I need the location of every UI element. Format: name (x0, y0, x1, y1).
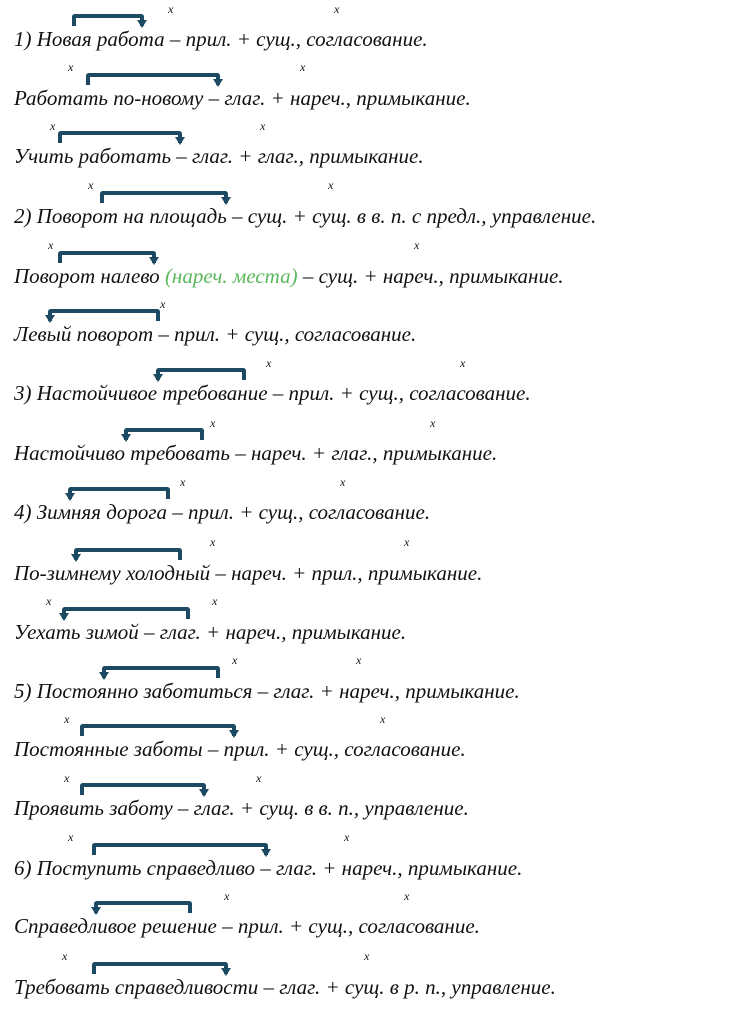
arrow-icon (102, 666, 220, 678)
head-marker: x (50, 119, 56, 133)
head-marker: x (232, 653, 238, 667)
head-marker: x (414, 238, 420, 252)
arrow-icon (48, 309, 160, 321)
arrow-icon (58, 131, 182, 143)
phrase-line: Учить работать – глаг. + глаг., примыкание. (14, 144, 424, 168)
head-marker: x (64, 712, 70, 726)
phrase-line: Уехать зимой – глаг. + нареч., примыкание. (14, 620, 407, 644)
phrase-line: Справедливое решение – прил. + сущ., согласование. (14, 914, 480, 938)
phrase-line: По-зимнему холодный – нареч. + прил., примыкание. (14, 561, 483, 585)
head-marker: x (328, 178, 334, 192)
arrow-icon (100, 191, 228, 203)
head-marker: x (48, 238, 54, 252)
phrase-line: Требовать справедливости – глаг. + сущ. в р. п., управление. (14, 975, 556, 999)
head-marker: x (210, 535, 216, 549)
phrase-line: 6) Поступить справедливо – глаг. + нареч., примыкание. (14, 856, 523, 880)
phrase-line: 4) Зимняя дорога – прил. + сущ., согласование. (14, 500, 431, 524)
phrase-line: 3) Настойчивое требование – прил. + сущ., согласование. (14, 381, 531, 405)
head-marker: x (210, 416, 216, 430)
head-marker: x (256, 771, 262, 785)
phrase-line: Проявить заботу – глаг. + сущ. в в. п., управление. (14, 796, 469, 820)
head-marker: x (62, 949, 68, 963)
arrow-icon (80, 724, 236, 736)
head-marker: x (88, 178, 94, 192)
arrow-icon (94, 901, 192, 913)
head-marker: x (344, 830, 350, 844)
head-marker: x (380, 712, 386, 726)
arrow-icon (92, 962, 228, 974)
head-marker: x (68, 830, 74, 844)
arrow-icon (62, 607, 190, 619)
arrow-icon (74, 548, 182, 560)
head-marker: x (404, 889, 410, 903)
phrase-line: Работать по-новому – глаг. + нареч., примыкание. (14, 86, 471, 110)
head-marker: x (68, 60, 74, 74)
arrow-icon (86, 73, 220, 85)
phrase-text: – сущ. + нареч., примыкание. (297, 264, 564, 288)
head-marker: x (212, 594, 218, 608)
green-note: (нареч. места) (164, 264, 298, 288)
head-marker: x (460, 356, 466, 370)
head-marker: x (334, 2, 340, 16)
phrase-line: 2) Поворот на площадь – сущ. + сущ. в в. п. с предл., управление. (14, 204, 597, 228)
phrase-line (14, 263, 564, 289)
arrow-icon (58, 251, 156, 263)
head-marker: x (404, 535, 410, 549)
phrase-line: Левый поворот – прил. + сущ., согласование. (14, 322, 417, 346)
phrase-line: Постоянные заботы – прил. + сущ., согласование. (14, 737, 466, 761)
arrow-icon (68, 487, 170, 499)
head-marker: x (356, 653, 362, 667)
head-marker: x (168, 2, 174, 16)
phrase-line: 5) Постоянно заботиться – глаг. + нареч., примыкание. (14, 679, 520, 703)
head-marker: x (46, 594, 52, 608)
head-marker: x (64, 771, 70, 785)
arrow-icon (92, 843, 268, 855)
phrase-line: 1) Новая работа – прил. + сущ., согласование. (14, 27, 428, 51)
head-marker: x (160, 297, 166, 311)
head-marker: x (340, 475, 346, 489)
head-marker: x (266, 356, 272, 370)
head-marker: x (430, 416, 436, 430)
arrow-icon (72, 14, 144, 26)
head-marker: x (224, 889, 230, 903)
head-marker: x (180, 475, 186, 489)
arrow-icon (156, 368, 246, 380)
arrow-icon (80, 783, 206, 795)
head-marker: x (260, 119, 266, 133)
head-marker: x (300, 60, 306, 74)
phrase-text: Поворот налево (14, 264, 165, 288)
phrase-line: Настойчиво требовать – нареч. + глаг., примыкание. (14, 441, 498, 465)
head-marker: x (364, 949, 370, 963)
arrow-icon (124, 428, 204, 440)
